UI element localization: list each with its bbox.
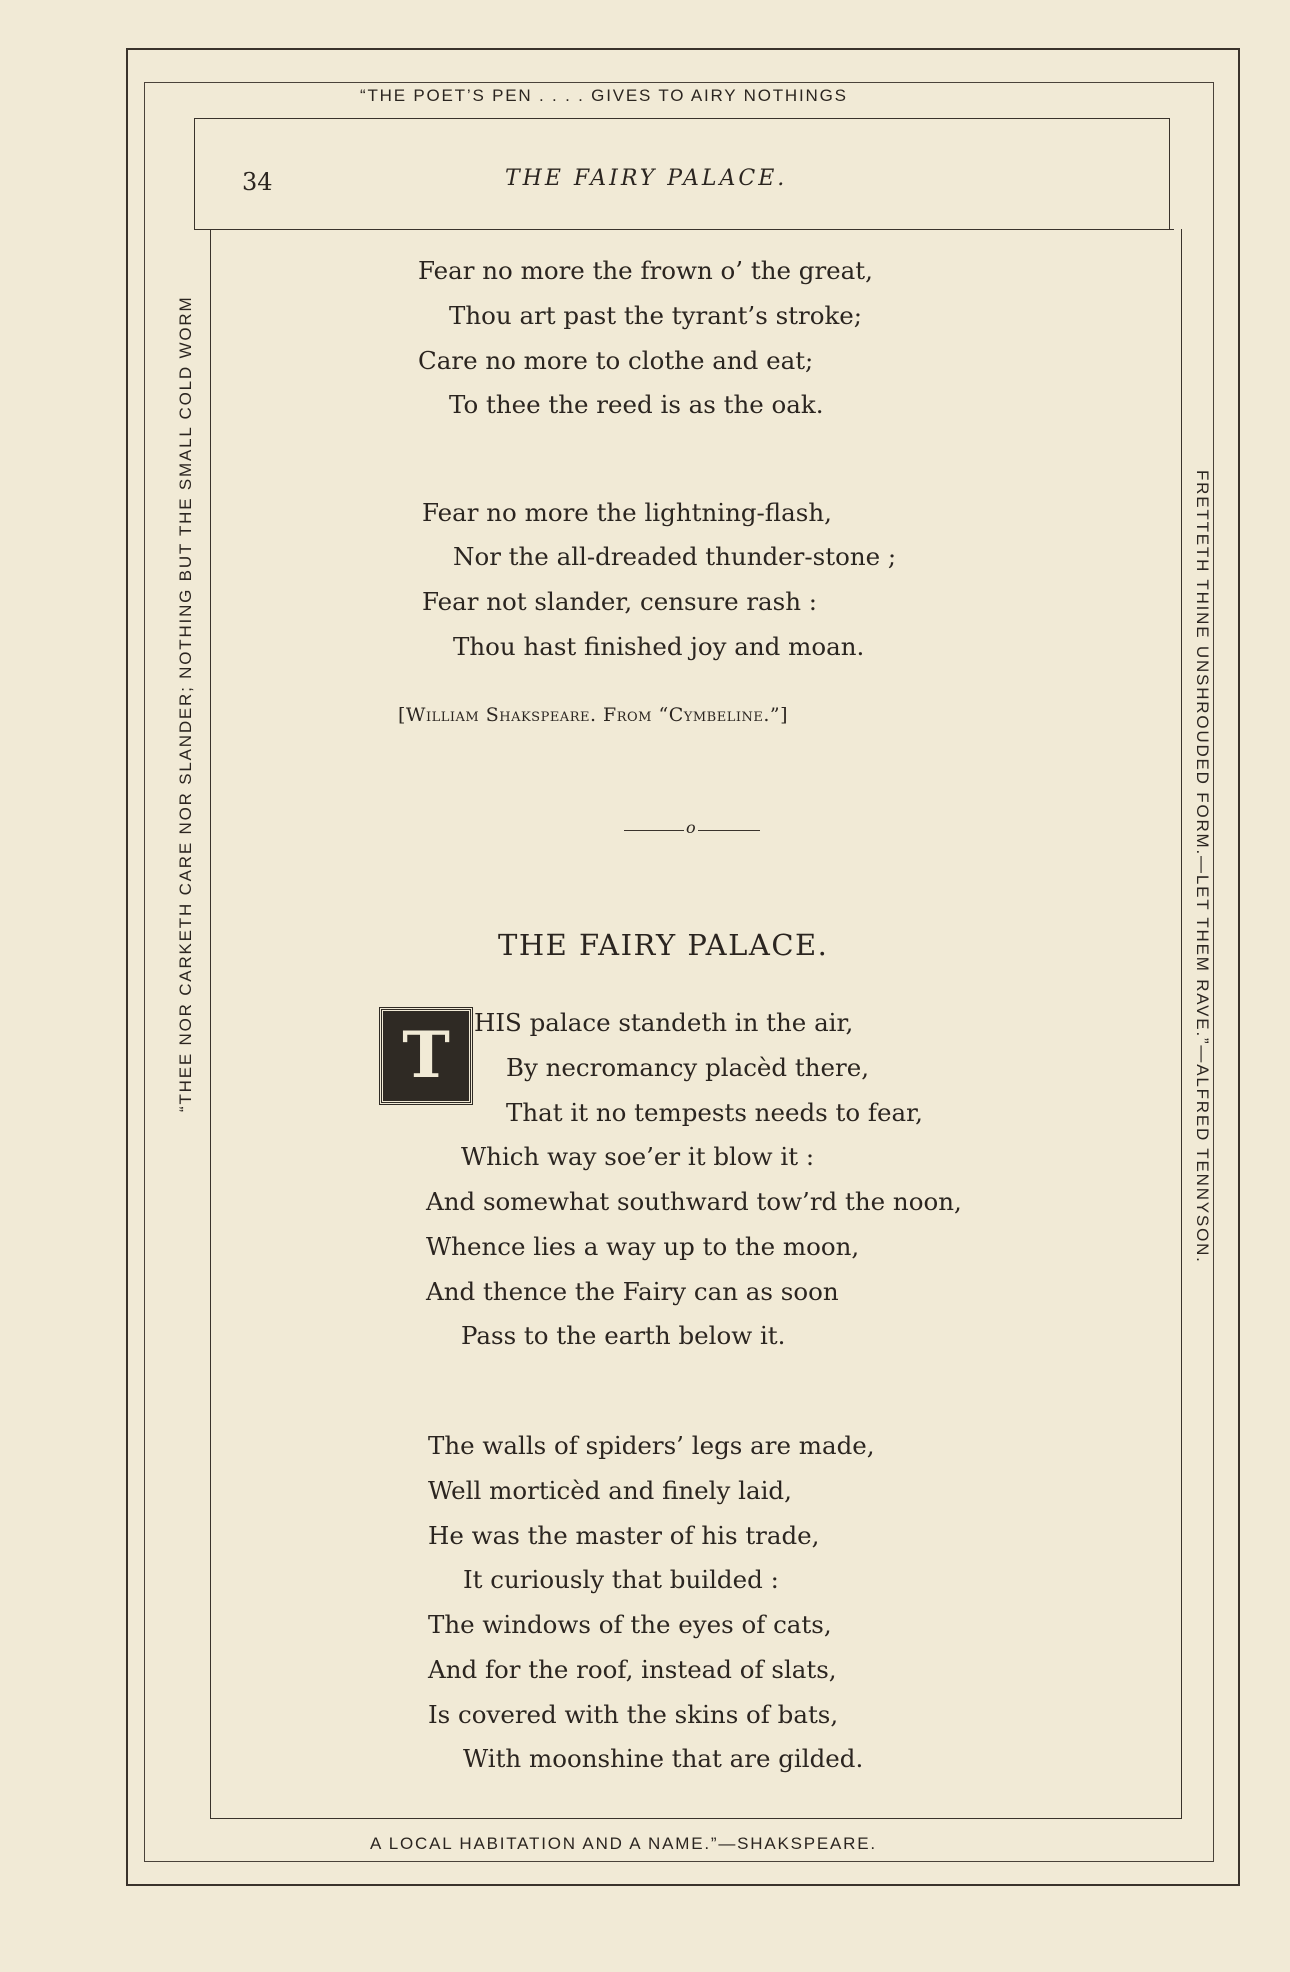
verse-line: Pass to the earth below it.	[461, 1321, 786, 1350]
verse-line: The windows of the eyes of cats,	[428, 1610, 832, 1639]
divider-ornament: o	[686, 818, 696, 837]
verse-line: Thou hast finished joy and moan.	[453, 632, 865, 661]
right-margin-motto: FRETTETH THINE UNSHROUDED FORM.—LET THEM RAVE.”—ALFRED TENNYSON.	[1193, 470, 1212, 1264]
verse-line: Well morticèd and finely laid,	[428, 1476, 792, 1505]
verse-line: Fear not slander, censure rash :	[422, 587, 818, 616]
verse-line: Thou art past the tyrant’s stroke;	[449, 301, 863, 330]
left-margin-motto: “THEE NOR CARKETH CARE NOR SLANDER; NOTHING BUT THE SMALL COLD WORM	[176, 295, 195, 1112]
verse-line: Care no more to clothe and eat;	[418, 346, 814, 375]
verse-line: The walls of spiders’ legs are made,	[428, 1431, 875, 1460]
verse-line: Is covered with the skins of bats,	[428, 1700, 839, 1729]
verse-line: Which way soe’er it blow it :	[461, 1142, 815, 1171]
verse-line: With moonshine that are gilded.	[463, 1744, 864, 1773]
verse-line: To thee the reed is as the oak.	[449, 390, 824, 419]
verse-line: He was the master of his trade,	[428, 1521, 820, 1550]
page-number: 34	[242, 168, 273, 196]
bottom-margin-motto: A LOCAL HABITATION AND A NAME.”—SHAKSPEARE.	[370, 1834, 877, 1853]
verse-line: By necromancy placèd there,	[506, 1053, 870, 1082]
verse-line: Fear no more the lightning-flash,	[422, 498, 832, 527]
drop-cap-letter: T	[402, 1018, 450, 1093]
top-margin-motto: “THE POET’S PEN . . . . GIVES TO AIRY NOTHINGS	[360, 86, 848, 105]
verse-line: That it no tempests needs to fear,	[506, 1098, 923, 1127]
verse-line: HIS palace standeth in the air,	[474, 1008, 854, 1037]
verse-line: And for the roof, instead of slats,	[428, 1655, 837, 1684]
verse-line: Nor the all-dreaded thunder-stone ;	[453, 542, 897, 571]
poem-title: THE FAIRY PALACE.	[498, 928, 829, 962]
attribution: [William Shakspeare. From “Cymbeline.”]	[398, 704, 789, 726]
running-title: THE FAIRY PALACE.	[505, 166, 788, 191]
verse-line: And thence the Fairy can as soon	[426, 1277, 839, 1306]
verse-line: It curiously that builded :	[463, 1565, 779, 1594]
verse-line: Fear no more the frown o’ the great,	[418, 256, 873, 285]
verse-line: And somewhat southward tow’rd the noon,	[426, 1187, 962, 1216]
drop-cap-initial	[380, 1008, 472, 1104]
verse-line: Whence lies a way up to the moon,	[426, 1232, 860, 1261]
